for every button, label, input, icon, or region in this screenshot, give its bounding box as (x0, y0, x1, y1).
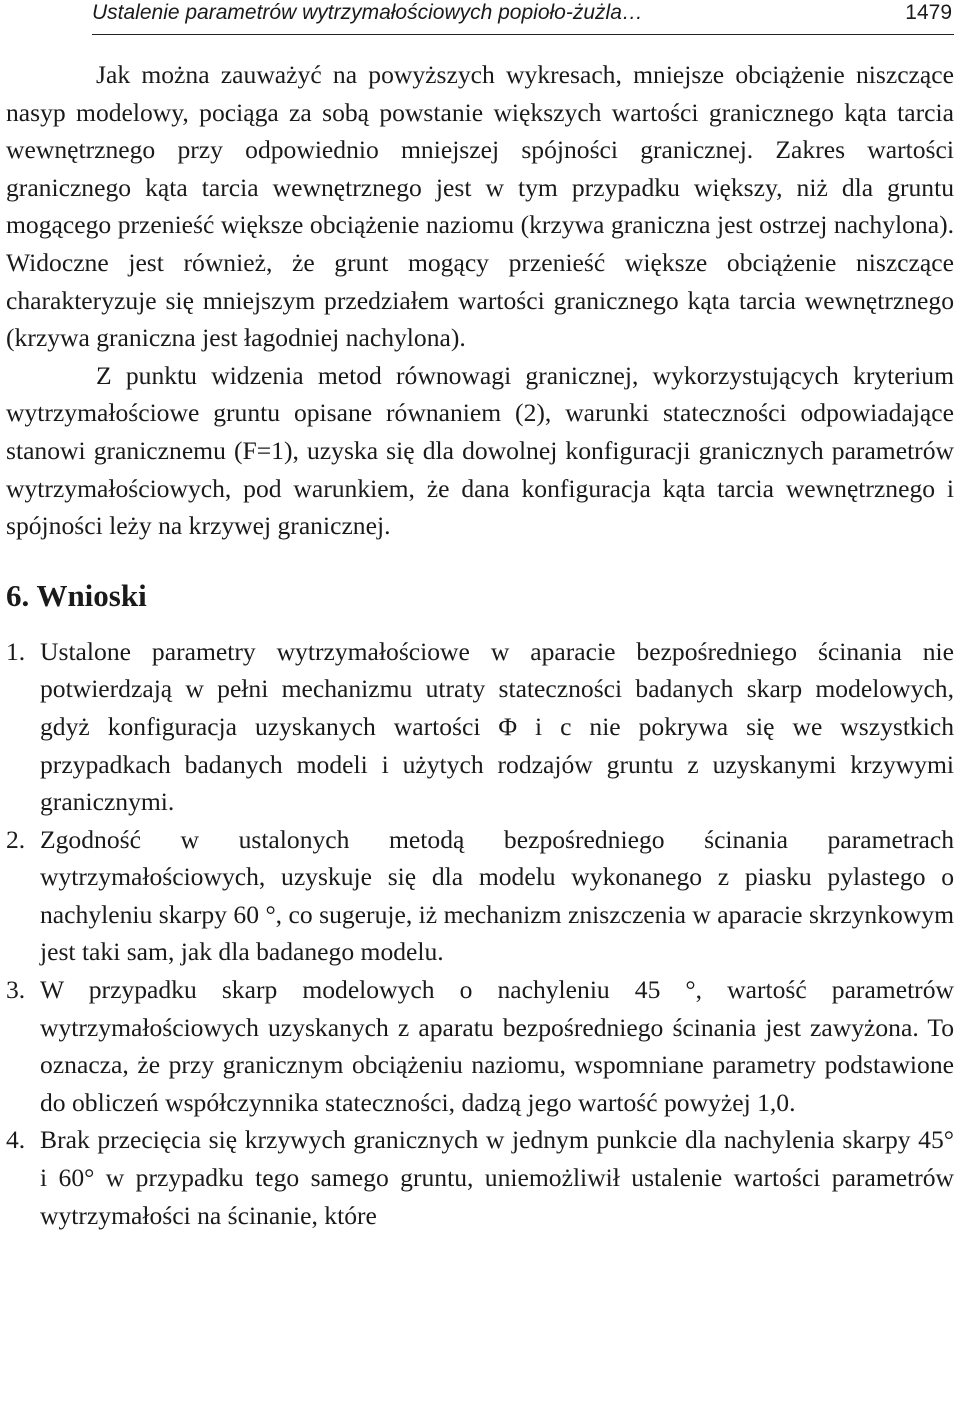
list-item-text: Zgodność w ustalonych metodą bezpośredniego ścinania parametrach wytrzymałościowych, uzyskuje się dla modelu wykonanego z piasku pylastego o nachyleniu skarpy 60 °, co sugeruje, iż mechanizm zniszczenia w aparacie skrzynkowym jest taki sam, jak dla badanego modelu. (40, 824, 954, 967)
list-number: 2. (6, 824, 26, 854)
list-number: 1. (6, 636, 26, 666)
body-text (6, 56, 954, 1234)
list-item (6, 1121, 954, 1234)
list-item (6, 633, 954, 821)
running-header (92, 0, 954, 35)
paragraph: Jak można zauważyć na powyższych wykresach, mniejsze obciążenie niszczące nasyp modelowy, pociąga za sobą powstanie większych wartości granicznego kąta tarcia wewnętrznego przy odpowiednio mniejszej spójności granicznej. Zakres wartości granicznego kąta tarcia wewnętrznego jest w tym przypadku większy, niż dla gruntu mogącego przenieść większe obciążenie naziomu (krzywa graniczna jest ostrzej nachylona). Widoczne jest również, że grunt mogący przenieść większe obciążenie niszczące charakteryzuje się mniejszym przedziałem wartości granicznego kąta tarcia wewnętrznego (krzywa graniczna jest łagodniej nachylona). (6, 60, 954, 353)
page-number: 1479 (905, 1, 952, 24)
list-item-text: Brak przecięcia się krzywych granicznych w jednym punkcie dla nachylenia skarpy 45° i 60° w przypadku tego samego gruntu, uniemożliwił ustalenie wartości parametrów wytrzymałości na ścinanie, które (40, 1125, 954, 1230)
list-number: 3. (6, 975, 26, 1005)
running-title: Ustalenie parametrów wytrzymałościowych popioło-żużla… (92, 1, 643, 24)
list-item (6, 821, 954, 971)
list-item-text: Ustalone parametry wytrzymałościowe w aparacie bezpośredniego ścinania nie potwierdzają w pełni mechanizmu utraty stateczności badanych skarp modelowych, gdyż konfiguracja uzyskanych wartości Φ i c nie pokrywa się we wszystkich przypadkach badanych modeli i użytych rodzajów gruntu z uzyskanymi krzywymi granicznymi. (40, 636, 954, 817)
list-item (6, 971, 954, 1121)
section-heading: 6. Wnioski (6, 577, 147, 613)
list-item-text: W przypadku skarp modelowych o nachyleniu 45 °, wartość parametrów wytrzymałościowych uzyskanych z aparatu bezpośredniego ścinania jest zawyżona. To oznacza, że przy granicznym obciążeniu naziomu, wspomniane parametry podstawione do obliczeń współczynnika stateczności, dadzą jego wartość powyżej 1,0. (40, 975, 954, 1117)
paragraph: Z punktu widzenia metod równowagi granicznej, wykorzystujących kryterium wytrzymałościowe gruntu opisane równaniem (2), warunki stateczności odpowiadające stanowi granicznemu (F=1), uzyska się dla dowolnej konfiguracji granicznych parametrów wytrzymałościowych, pod warunkiem, że dana konfiguracja kąta tarcia wewnętrznego i spójności leży na krzywej granicznej. (6, 360, 954, 541)
conclusions-list (6, 633, 954, 1235)
list-number: 4. (6, 1125, 26, 1155)
